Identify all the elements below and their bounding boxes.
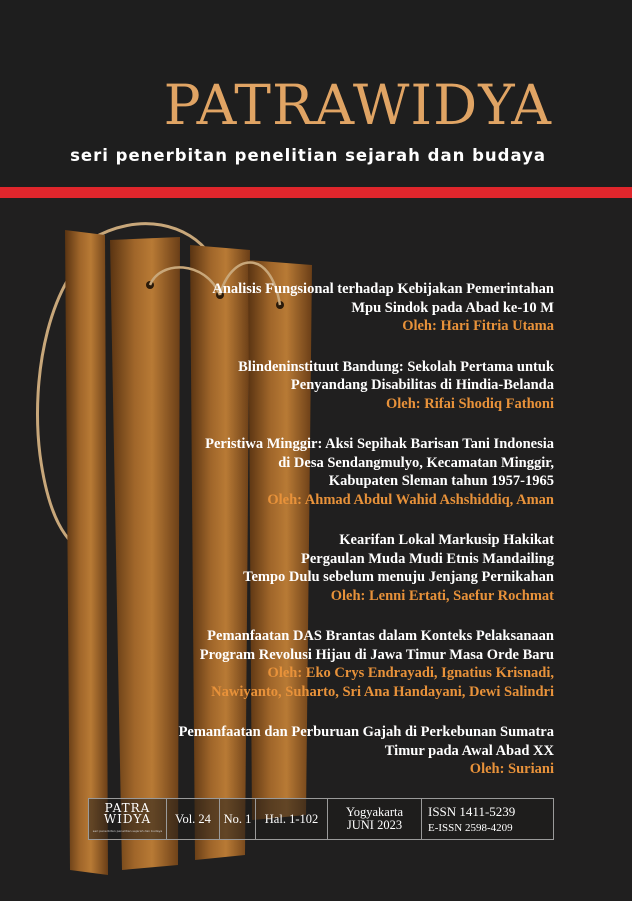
article-6	[134, 723, 554, 779]
article-author: Oleh: Eko Crys Endrayadi, Ignatius Krisnadi,	[267, 665, 554, 681]
article-list	[134, 280, 554, 801]
issn-label: ISSN 1411-5239	[428, 803, 516, 819]
pages-label: Hal. 1-102	[256, 799, 328, 839]
volume-label: Vol. 24	[167, 799, 220, 839]
mini-logo-line2: WIDYA	[103, 811, 152, 826]
article-title-line: Pergaulan Muda Mudi Etnis Mandailing	[301, 550, 554, 567]
eissn-label: E-ISSN 2598-4209	[428, 821, 513, 834]
article-title-line: Program Revolusi Hijau di Jawa Timur Masa Orde Baru	[199, 646, 554, 663]
article-title-line: Pemanfaatan dan Perburuan Gajah di Perkebunan Sumatra	[178, 724, 554, 740]
red-divider-stripe	[0, 187, 632, 198]
city-label: Yogyakarta	[345, 805, 404, 819]
mini-logo-subtitle: seri penerbitan penelitian sejarah dan budaya	[92, 828, 163, 833]
article-title-line: Kabupaten Sleman tahun 1957-1965	[328, 473, 554, 489]
article-title-line: Mpu Sindok pada Abad ke-10 M	[351, 299, 554, 316]
article-1	[134, 280, 554, 336]
journal-title: PATRAWIDYA	[163, 73, 552, 137]
article-author: Oleh: Suriani	[469, 761, 554, 777]
article-2	[134, 358, 554, 414]
article-title-line: Analisis Fungsional terhadap Kebijakan Pemerintahan	[212, 281, 554, 297]
article-title-line: Kearifan Lokal Markusip Hakikat	[339, 532, 554, 548]
article-title-line: di Desa Sendangmulyo, Kecamatan Minggir,	[278, 454, 554, 471]
article-author: Oleh: Lenni Ertati, Saefur Rochmat	[330, 587, 554, 604]
journal-mini-logo	[89, 799, 167, 839]
article-4	[134, 531, 554, 605]
mini-logo-line1: PATRA	[104, 800, 151, 815]
article-author: Oleh: Rifai Shodiq Fathoni	[386, 395, 554, 412]
article-author: Oleh: Ahmad Abdul Wahid Ashshiddiq, Aman	[267, 491, 554, 508]
article-author: Nawiyanto, Suharto, Sri Ana Handayani, Dewi Salindri	[211, 683, 554, 700]
article-3	[134, 435, 554, 509]
publication-place-date	[328, 799, 422, 839]
journal-subtitle: seri penerbitan penelitian sejarah dan budaya	[70, 146, 546, 165]
article-title-line: Penyandang Disabilitas di Hindia-Belanda	[290, 377, 554, 393]
cover-header	[0, 0, 632, 187]
article-5	[134, 627, 554, 701]
article-title-line: Timur pada Awal Abad XX	[384, 742, 554, 759]
article-title-line: Peristiwa Minggir: Aksi Sepihak Barisan Tani Indonesia	[205, 436, 554, 452]
publication-info-strip	[88, 798, 554, 840]
issn-block	[422, 799, 553, 839]
number-label: No. 1	[220, 799, 256, 839]
article-title-line: Blindeninstituut Bandung: Sekolah Pertama untuk	[238, 358, 554, 375]
article-author: Oleh: Hari Fitria Utama	[402, 318, 554, 334]
date-label: JUNI 2023	[346, 818, 403, 832]
article-title-line: Tempo Dulu sebelum menuju Jenjang Pernikahan	[243, 569, 554, 585]
article-title-line: Pemanfaatan DAS Brantas dalam Konteks Pelaksanaan	[207, 628, 554, 644]
